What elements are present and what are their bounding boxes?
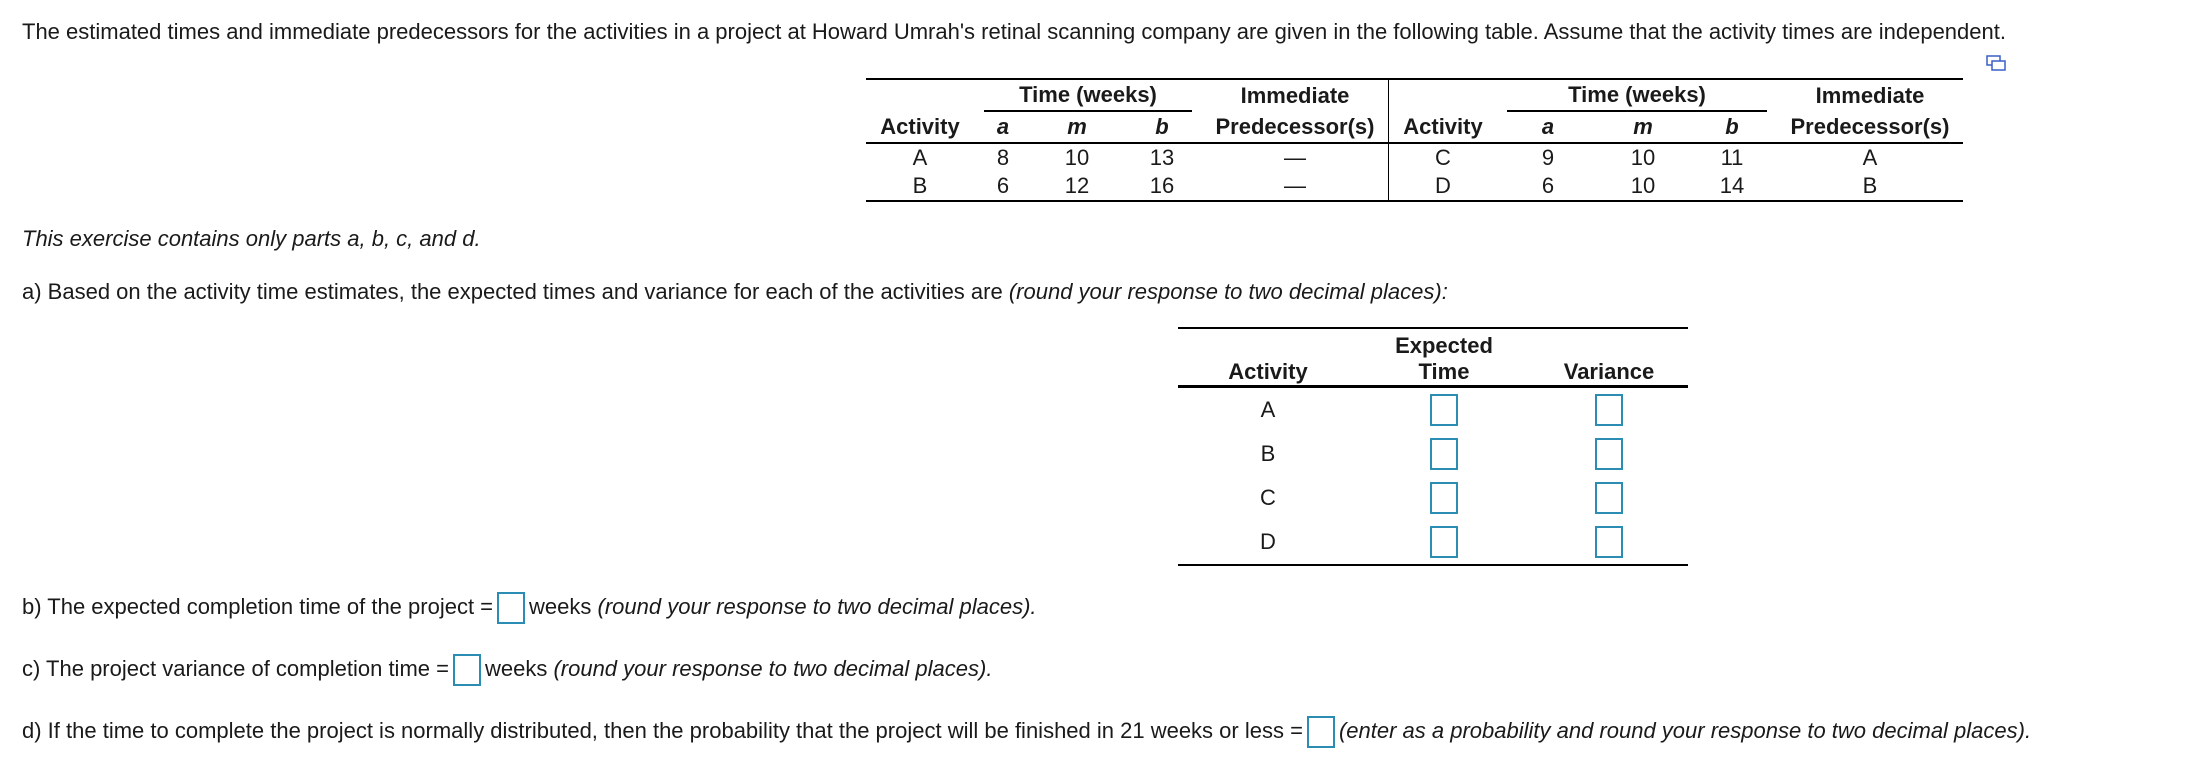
table-row: A 8 10 13 — C 9 10 11 A — [912, 145, 1878, 170]
table-row: A — [1178, 387, 1688, 433]
part-b-prompt: b) The expected completion time of the project = weeks (round your response to two decimal places). — [22, 592, 1037, 624]
part-a-prompt: a) Based on the activity time estimates, the expected times and variance for each of the activities are (round your response to two decimal places): — [22, 279, 1448, 304]
exercise-note: This exercise contains only parts a, b, c, and d. — [22, 226, 481, 251]
table-row: B 6 12 16 — D 6 10 14 B — [866, 172, 1963, 201]
answer-table: Activity Expected Time Variance A B C D — [1178, 327, 1688, 566]
expected-time-input-c[interactable] — [1430, 482, 1458, 514]
part-d-prompt: d) If the time to complete the project is normally distributed, then the probability that the project will be finished in 21 weeks or less = (enter as a probability and round your response to two decimal places). — [22, 716, 2031, 748]
variance-input-a[interactable] — [1595, 394, 1623, 426]
expected-time-input-b[interactable] — [1430, 438, 1458, 470]
expected-time-header: Expected Time — [1358, 328, 1530, 387]
time-weeks-header: Time (weeks) — [974, 79, 1202, 112]
copy-icon[interactable] — [1986, 55, 2006, 71]
variance-input-c[interactable] — [1595, 482, 1623, 514]
intro-text: The estimated times and immediate predecessors for the activities in a project at Howard Umrah's retinal scanning company are given in the following table. Assume that the activity times are independent. — [22, 19, 2006, 44]
expected-time-input-d[interactable] — [1430, 526, 1458, 558]
expected-time-input-a[interactable] — [1430, 394, 1458, 426]
part-c-prompt: c) The project variance of completion time = weeks (round your response to two decimal places). — [22, 654, 992, 686]
table-row: D — [1178, 520, 1688, 565]
completion-time-input[interactable] — [497, 592, 525, 624]
time-weeks-header-2: Time (weeks) — [1497, 79, 1777, 112]
given-data-table: Time (weeks) Immediate Time (weeks) Immediate Activity a m b Predecessor(s) Activity a m b Predecessor(s) A 8 10 13 — C 9 10 11 A B 6 12 16 — D 6 10 14 B — [866, 78, 1963, 202]
project-variance-input[interactable] — [453, 654, 481, 686]
variance-input-b[interactable] — [1595, 438, 1623, 470]
variance-input-d[interactable] — [1595, 526, 1623, 558]
table-row: B — [1178, 432, 1688, 476]
table-row: C — [1178, 476, 1688, 520]
probability-input[interactable] — [1307, 716, 1335, 748]
